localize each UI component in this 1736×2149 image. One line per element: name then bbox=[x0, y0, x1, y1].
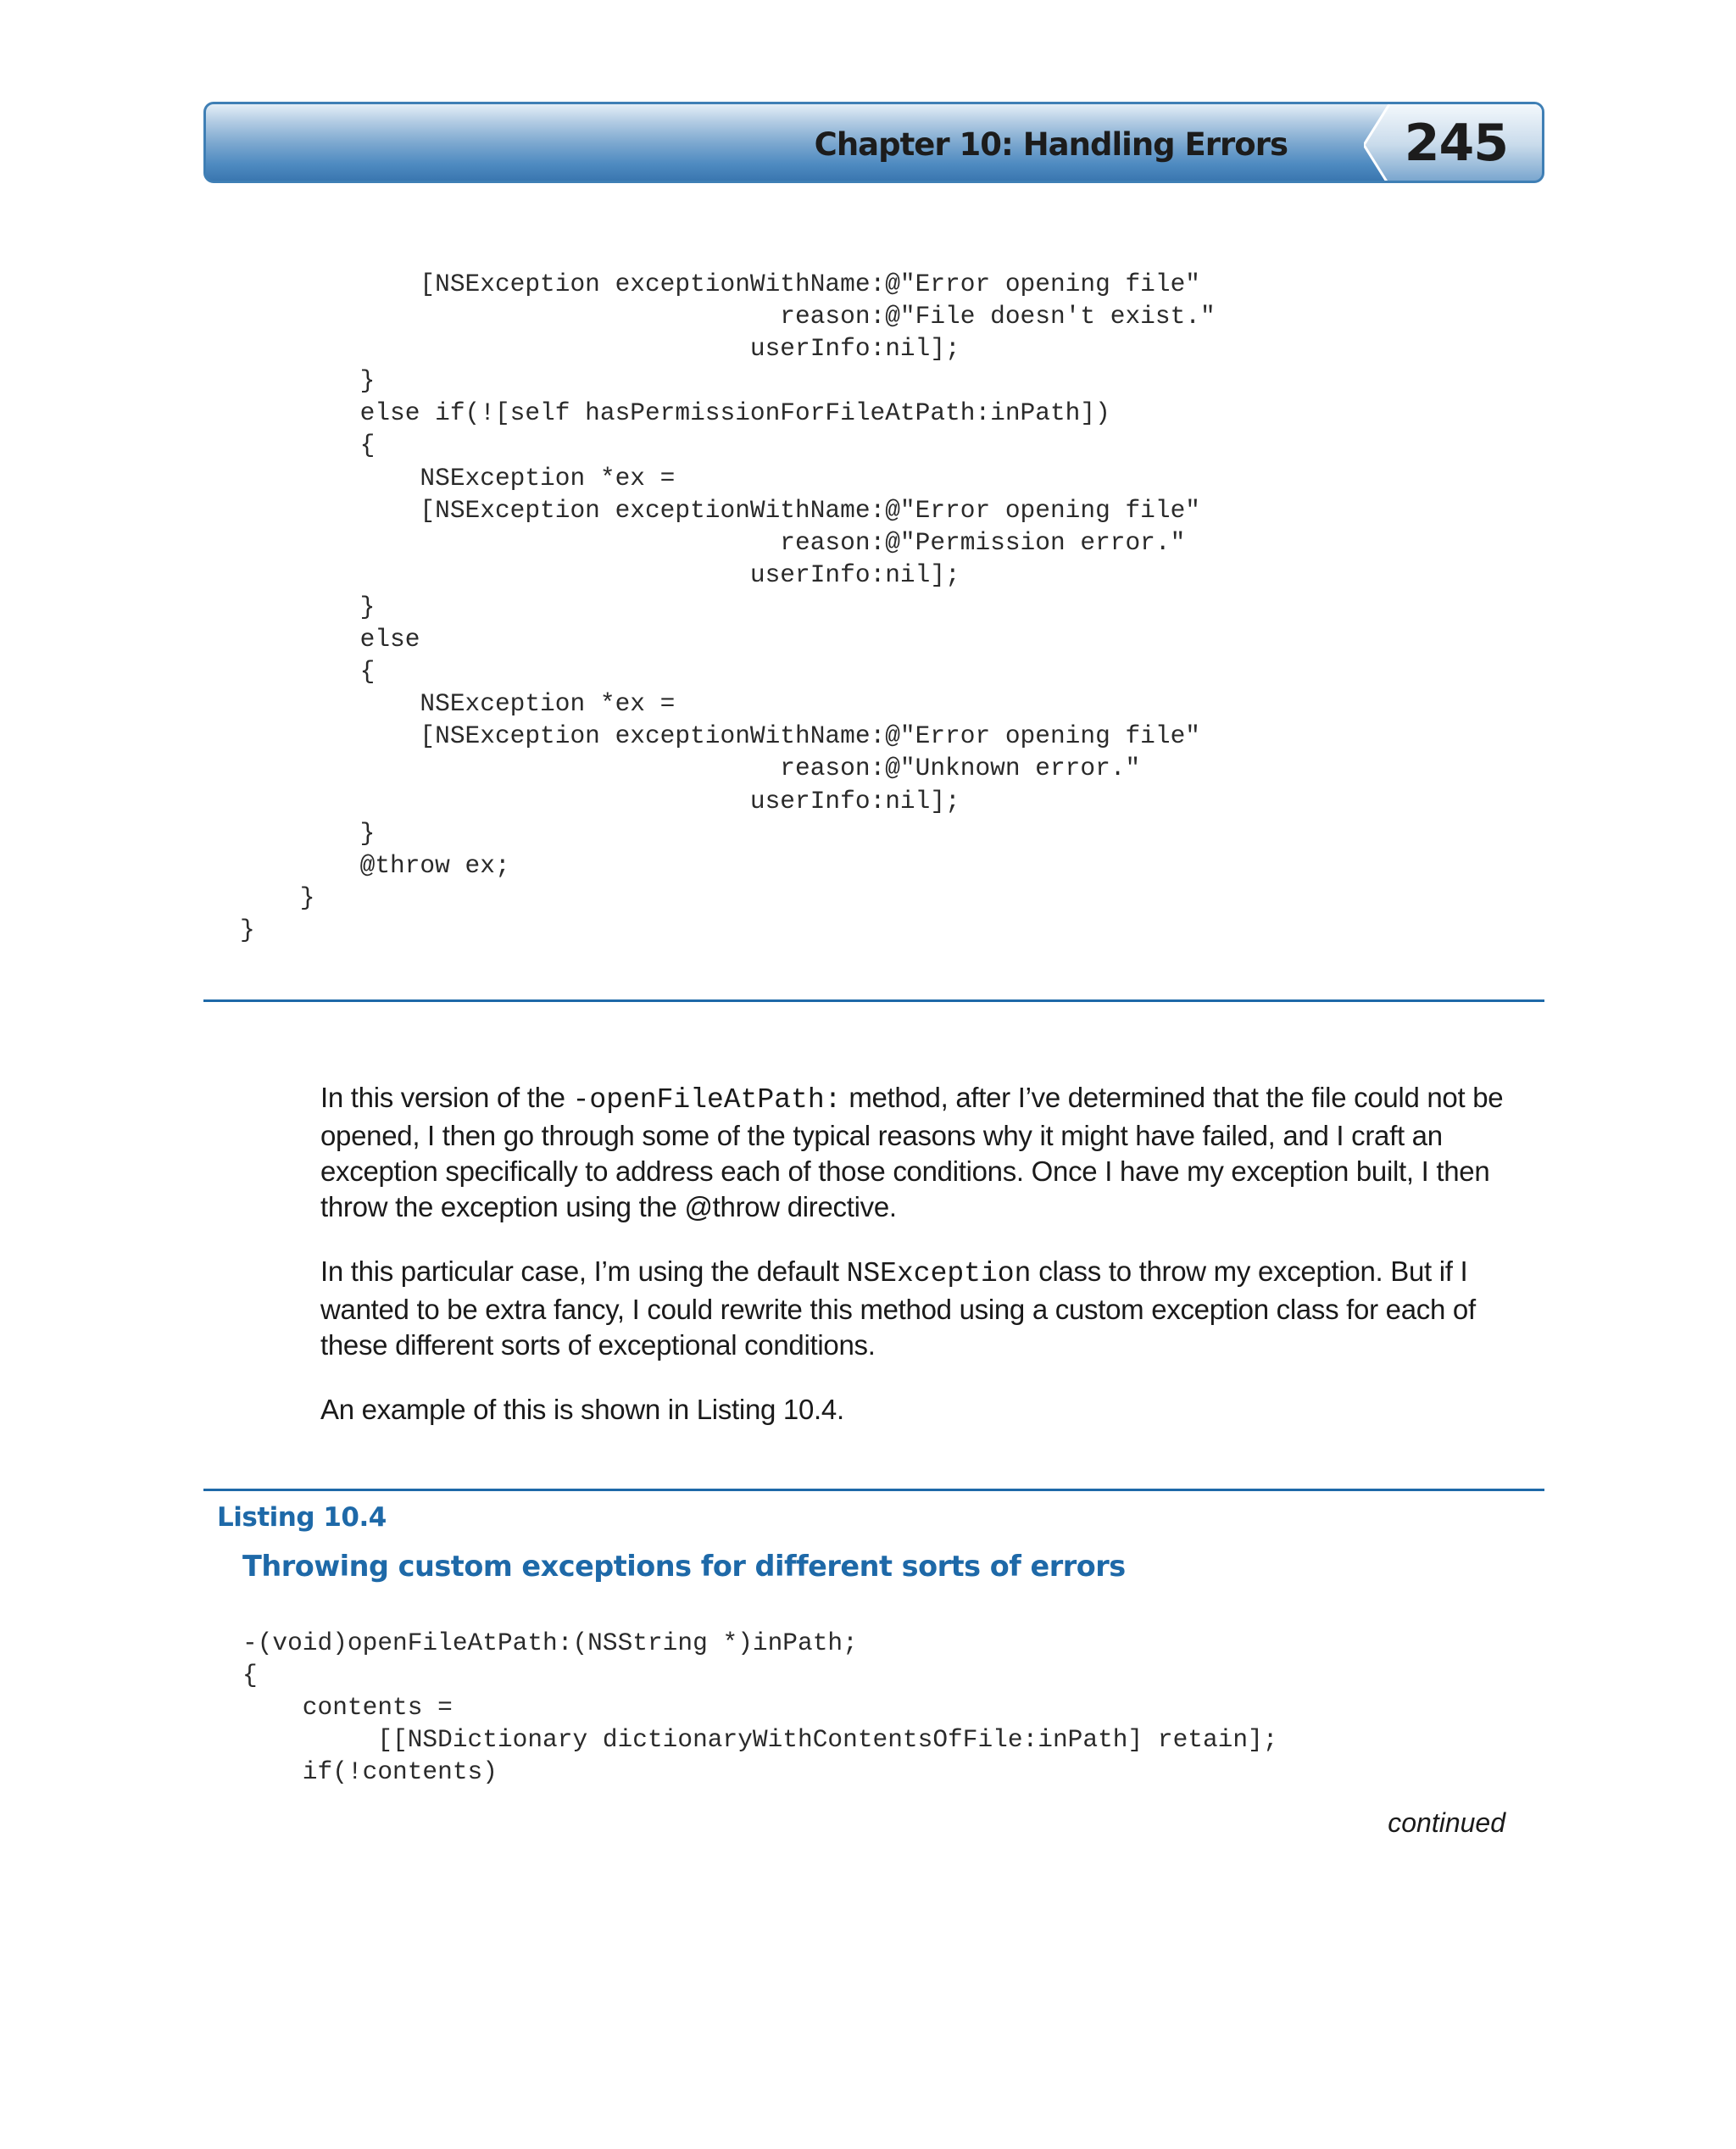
inline-code-class: NSException bbox=[846, 1258, 1032, 1289]
paragraph-1-text-start: In this version of the bbox=[320, 1082, 573, 1113]
code-line: userInfo:nil]; bbox=[240, 786, 960, 816]
code-line: reason:@"File doesn't exist." bbox=[240, 302, 1216, 331]
listing-label: Listing 10.4 bbox=[217, 1502, 387, 1533]
paragraph-3: An example of this is shown in Listing 10.4. bbox=[320, 1394, 844, 1425]
code-line: { bbox=[242, 1661, 258, 1690]
code-line: @throw ex; bbox=[240, 850, 510, 880]
code-line: reason:@"Permission error." bbox=[240, 527, 1186, 557]
code-line: { bbox=[240, 657, 376, 687]
paragraph-2-text-start: In this particular case, I’m using the default bbox=[320, 1255, 847, 1287]
code-line: NSException *ex = bbox=[240, 689, 676, 719]
code-block-bottom bbox=[242, 1627, 1278, 1788]
code-line: if(!contents) bbox=[242, 1757, 498, 1787]
code-block-top bbox=[240, 268, 1216, 946]
code-line: } bbox=[240, 366, 376, 396]
section-divider-bottom bbox=[203, 1489, 1544, 1491]
page-number: 245 bbox=[1404, 114, 1508, 173]
code-line: userInfo:nil]; bbox=[240, 334, 960, 364]
code-line: [NSException exceptionWithName:@"Error opening file" bbox=[240, 721, 1200, 751]
code-line: [[NSDictionary dictionaryWithContentsOfFile:inPath] retain]; bbox=[242, 1725, 1278, 1755]
code-line: NSException *ex = bbox=[240, 463, 676, 493]
code-line: reason:@"Unknown error." bbox=[240, 754, 1141, 783]
chapter-title: Chapter 10: Handling Errors bbox=[814, 126, 1288, 163]
paragraph-2-text-end: class to throw my exception. But if I wanted to be extra fancy, I could rewrite this method using a custom exception class for each of these different sorts of exceptional conditions. bbox=[320, 1255, 1476, 1361]
continued-marker: continued bbox=[1388, 1807, 1505, 1838]
paragraph-1 bbox=[320, 1080, 1550, 1225]
body-text bbox=[320, 1080, 1550, 1456]
paragraph-1-text-end: method, after I’ve determined that the file could not be opened, I then go through some of the typical reasons why it might have failed, and I craft an exception specifically to address each of those conditions. Once I have my exception built, I then throw the exception using the @throw directive. bbox=[320, 1082, 1504, 1222]
chapter-header-bar bbox=[203, 102, 1544, 183]
code-line: } bbox=[240, 915, 255, 944]
paragraph-2 bbox=[320, 1254, 1550, 1363]
code-line: -(void)openFileAtPath:(NSString *)inPath; bbox=[242, 1628, 858, 1657]
code-line: } bbox=[240, 882, 315, 912]
code-line: } bbox=[240, 592, 376, 621]
code-line: [NSException exceptionWithName:@"Error opening file" bbox=[240, 270, 1200, 298]
code-line: userInfo:nil]; bbox=[240, 560, 960, 589]
code-line: } bbox=[240, 818, 376, 848]
code-line: else if(![self hasPermissionForFileAtPath:inPath]) bbox=[240, 398, 1110, 428]
code-line: { bbox=[240, 431, 376, 460]
code-line: [NSException exceptionWithName:@"Error opening file" bbox=[240, 495, 1200, 525]
code-line: else bbox=[240, 625, 420, 654]
code-line: contents = bbox=[242, 1693, 453, 1723]
listing-title: Throwing custom exceptions for different sorts of errors bbox=[242, 1550, 1126, 1583]
inline-code-method: -openFileAtPath: bbox=[572, 1084, 842, 1116]
section-divider-top bbox=[203, 999, 1544, 1002]
